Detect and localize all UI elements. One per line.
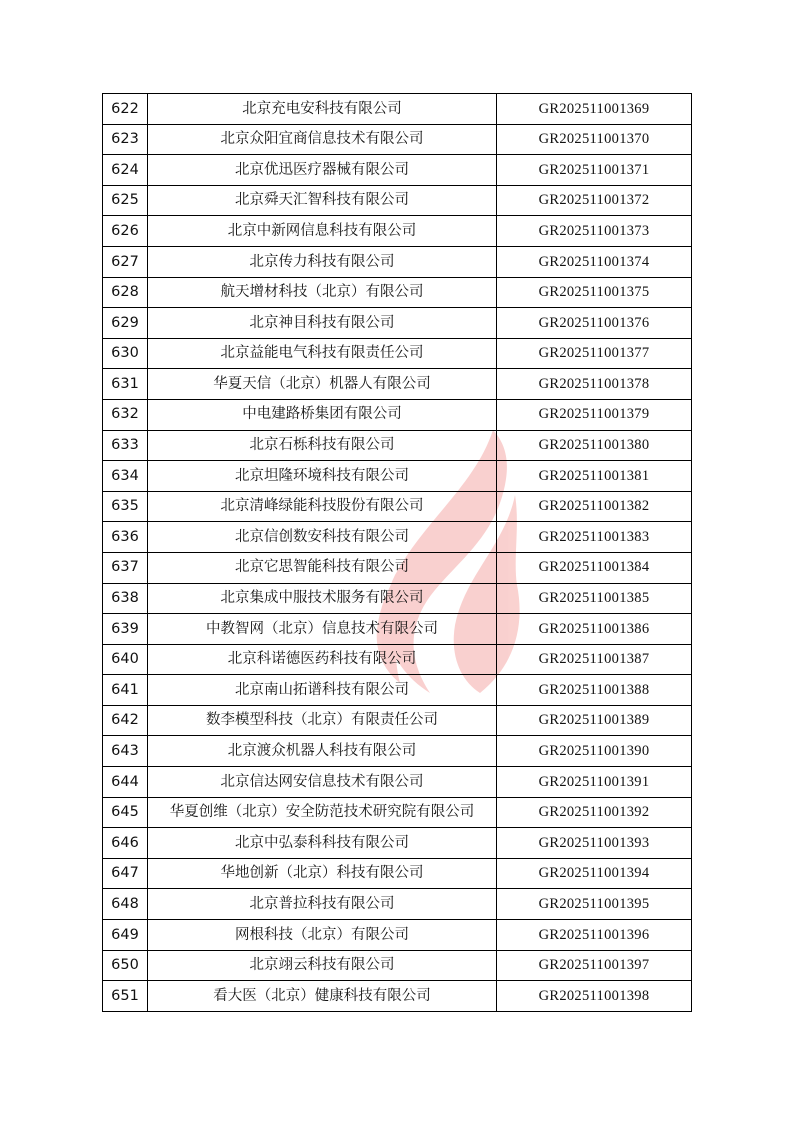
company-name: 北京传力科技有限公司 [148, 246, 497, 277]
certificate-code: GR202511001395 [497, 889, 692, 920]
row-number: 646 [103, 828, 148, 859]
company-name: 北京众阳宜商信息技术有限公司 [148, 124, 497, 155]
row-number: 637 [103, 552, 148, 583]
table-row [103, 338, 692, 369]
company-name: 网根科技（北京）有限公司 [148, 920, 497, 951]
certificate-code: GR202511001374 [497, 246, 692, 277]
company-name: 北京南山拓谱科技有限公司 [148, 675, 497, 706]
row-number: 643 [103, 736, 148, 767]
table-row [103, 889, 692, 920]
row-number: 649 [103, 920, 148, 951]
certificate-code: GR202511001390 [497, 736, 692, 767]
row-number: 632 [103, 399, 148, 430]
table-row [103, 94, 692, 125]
company-name: 北京它思智能科技有限公司 [148, 552, 497, 583]
table-row [103, 277, 692, 308]
row-number: 640 [103, 644, 148, 675]
company-name: 北京普拉科技有限公司 [148, 889, 497, 920]
certificate-code: GR202511001370 [497, 124, 692, 155]
certificate-code: GR202511001377 [497, 338, 692, 369]
row-number: 623 [103, 124, 148, 155]
company-name: 北京石栎科技有限公司 [148, 430, 497, 461]
certificate-code: GR202511001385 [497, 583, 692, 614]
table-row [103, 522, 692, 553]
certificate-code: GR202511001373 [497, 216, 692, 247]
table-row [103, 461, 692, 492]
row-number: 639 [103, 614, 148, 645]
company-name: 航天增材科技（北京）有限公司 [148, 277, 497, 308]
table-row [103, 644, 692, 675]
row-number: 641 [103, 675, 148, 706]
table-row [103, 369, 692, 400]
table-row [103, 185, 692, 216]
certificate-code: GR202511001384 [497, 552, 692, 583]
row-number: 629 [103, 308, 148, 339]
company-name: 北京益能电气科技有限责任公司 [148, 338, 497, 369]
company-name: 北京清峰绿能科技股份有限公司 [148, 491, 497, 522]
certificate-code: GR202511001372 [497, 185, 692, 216]
table-row [103, 552, 692, 583]
certificate-code: GR202511001394 [497, 858, 692, 889]
table-row [103, 950, 692, 981]
row-number: 626 [103, 216, 148, 247]
certificate-code: GR202511001375 [497, 277, 692, 308]
company-name: 北京集成中服技术服务有限公司 [148, 583, 497, 614]
table-row [103, 767, 692, 798]
company-name: 北京中弘泰科科技有限公司 [148, 828, 497, 859]
certificate-code: GR202511001393 [497, 828, 692, 859]
certificate-code: GR202511001396 [497, 920, 692, 951]
table-row [103, 246, 692, 277]
certificate-code: GR202511001387 [497, 644, 692, 675]
row-number: 645 [103, 797, 148, 828]
row-number: 636 [103, 522, 148, 553]
company-name: 北京渡众机器人科技有限公司 [148, 736, 497, 767]
certificate-code: GR202511001388 [497, 675, 692, 706]
certificate-code: GR202511001398 [497, 981, 692, 1012]
certificate-code: GR202511001389 [497, 705, 692, 736]
table-row [103, 705, 692, 736]
company-name: 中教智网（北京）信息技术有限公司 [148, 614, 497, 645]
table-row [103, 981, 692, 1012]
company-name: 北京充电安科技有限公司 [148, 94, 497, 125]
certificate-code: GR202511001386 [497, 614, 692, 645]
company-name: 华地创新（北京）科技有限公司 [148, 858, 497, 889]
certificate-code: GR202511001371 [497, 155, 692, 186]
company-name: 北京翊云科技有限公司 [148, 950, 497, 981]
company-table-body [103, 94, 692, 1012]
table-row [103, 216, 692, 247]
row-number: 644 [103, 767, 148, 798]
table-row [103, 614, 692, 645]
company-name: 北京坦隆环境科技有限公司 [148, 461, 497, 492]
row-number: 634 [103, 461, 148, 492]
row-number: 647 [103, 858, 148, 889]
row-number: 622 [103, 94, 148, 125]
company-name: 北京神目科技有限公司 [148, 308, 497, 339]
certificate-code: GR202511001376 [497, 308, 692, 339]
certificate-code: GR202511001379 [497, 399, 692, 430]
table-row [103, 308, 692, 339]
table-row [103, 920, 692, 951]
company-table [102, 93, 692, 1012]
company-name: 北京信达网安信息技术有限公司 [148, 767, 497, 798]
table-row [103, 736, 692, 767]
company-name: 华夏天信（北京）机器人有限公司 [148, 369, 497, 400]
table-row [103, 583, 692, 614]
company-name: 北京科诺德医药科技有限公司 [148, 644, 497, 675]
company-name: 华夏创维（北京）安全防范技术研究院有限公司 [148, 797, 497, 828]
certificate-code: GR202511001397 [497, 950, 692, 981]
company-name: 北京信创数安科技有限公司 [148, 522, 497, 553]
table-row [103, 430, 692, 461]
row-number: 624 [103, 155, 148, 186]
row-number: 625 [103, 185, 148, 216]
row-number: 631 [103, 369, 148, 400]
table-row [103, 399, 692, 430]
certificate-code: GR202511001378 [497, 369, 692, 400]
row-number: 651 [103, 981, 148, 1012]
row-number: 633 [103, 430, 148, 461]
row-number: 648 [103, 889, 148, 920]
table-row [103, 858, 692, 889]
row-number: 630 [103, 338, 148, 369]
certificate-code: GR202511001391 [497, 767, 692, 798]
table-row [103, 124, 692, 155]
certificate-code: GR202511001369 [497, 94, 692, 125]
certificate-code: GR202511001380 [497, 430, 692, 461]
row-number: 650 [103, 950, 148, 981]
company-name: 看大医（北京）健康科技有限公司 [148, 981, 497, 1012]
company-name: 北京优迅医疗器械有限公司 [148, 155, 497, 186]
company-name: 数李模型科技（北京）有限责任公司 [148, 705, 497, 736]
row-number: 642 [103, 705, 148, 736]
table-row [103, 491, 692, 522]
certificate-code: GR202511001392 [497, 797, 692, 828]
table-row [103, 828, 692, 859]
table-row [103, 675, 692, 706]
table-row [103, 155, 692, 186]
row-number: 627 [103, 246, 148, 277]
row-number: 638 [103, 583, 148, 614]
company-name: 中电建路桥集团有限公司 [148, 399, 497, 430]
certificate-code: GR202511001382 [497, 491, 692, 522]
row-number: 635 [103, 491, 148, 522]
row-number: 628 [103, 277, 148, 308]
certificate-code: GR202511001381 [497, 461, 692, 492]
company-name: 北京舜天汇智科技有限公司 [148, 185, 497, 216]
company-name: 北京中新网信息科技有限公司 [148, 216, 497, 247]
table-row [103, 797, 692, 828]
certificate-code: GR202511001383 [497, 522, 692, 553]
